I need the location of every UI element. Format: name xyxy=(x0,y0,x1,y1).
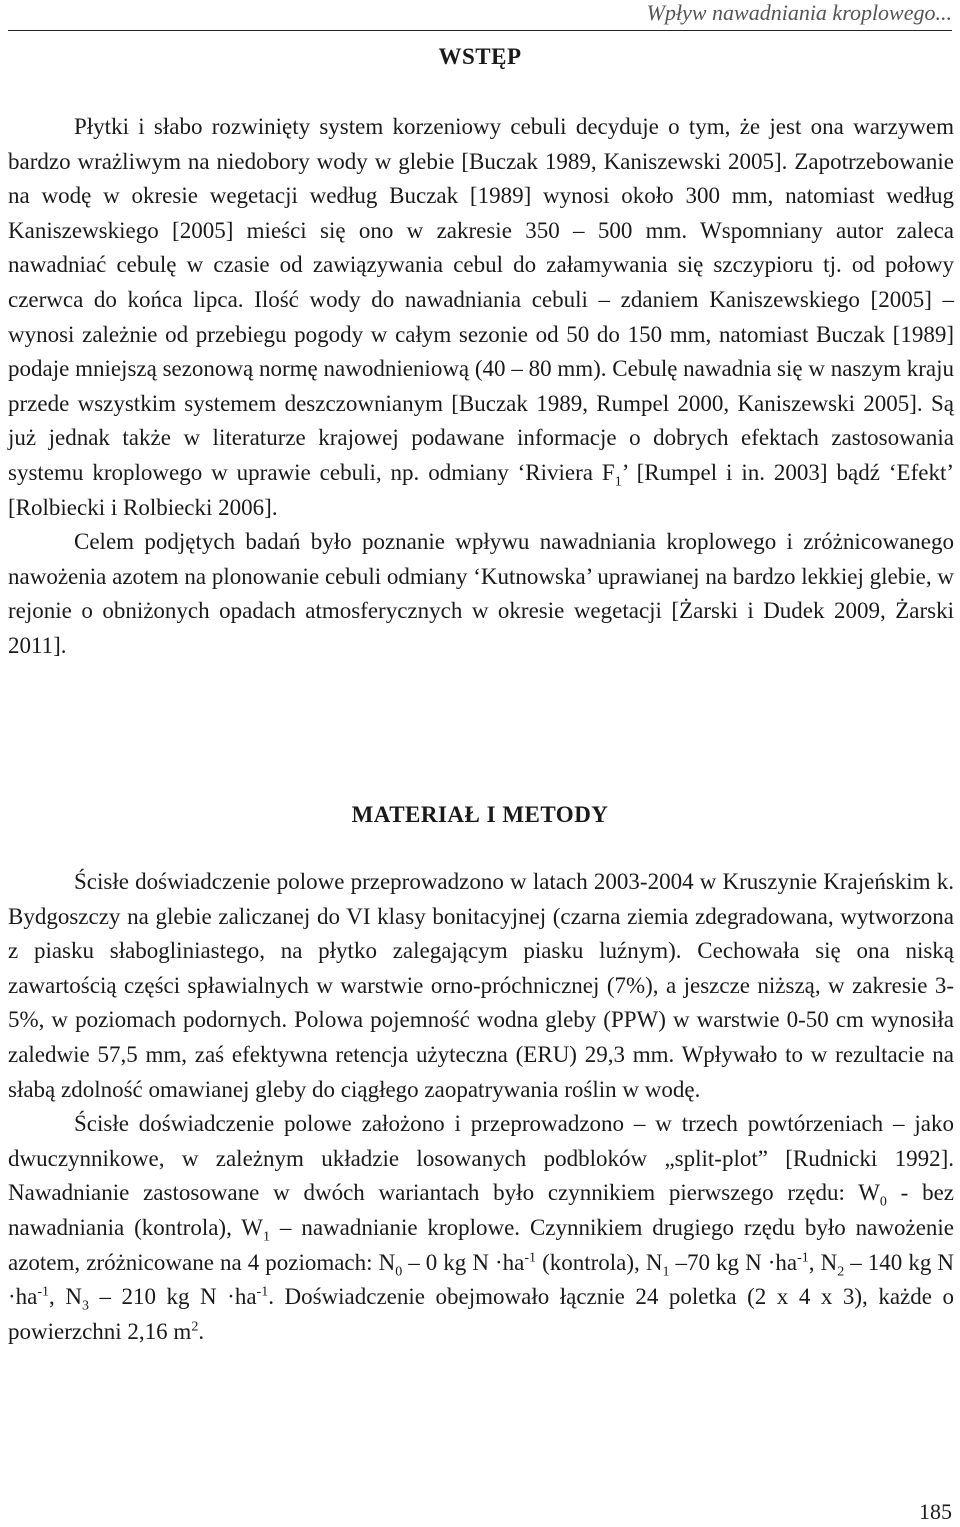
paragraph-text: , N xyxy=(49,1284,82,1310)
subscript: 1 xyxy=(662,1264,670,1280)
paragraph xyxy=(8,1107,954,1349)
superscript: -1 xyxy=(797,1249,809,1265)
paragraph-text: ’ [Rumpel i in. 2003] bądź ‘Efekt’ [Rolbiecki i Rolbiecki 2006]. xyxy=(8,459,954,520)
subscript: 2 xyxy=(837,1264,845,1280)
paragraph-text: . xyxy=(198,1318,205,1344)
subscript: 3 xyxy=(81,1298,89,1314)
paragraph-text: . Doświadczenie obejmowało łącznie 24 poletka (2 x 4 x 3), każde o powierzchni 2,16 m xyxy=(8,1284,954,1344)
paragraph-text: – 210 kg N ·ha xyxy=(88,1284,257,1310)
subscript: 1 xyxy=(614,474,622,490)
superscript: 2 xyxy=(191,1319,199,1335)
page-number: 185 xyxy=(919,1499,952,1524)
paragraph-text: – 0 kg N ·ha xyxy=(402,1249,525,1275)
paragraph-text: – nawadnianie kroplowe. Czynnikiem drugiego rzędu było nawożenie azotem, zróżnicowane na 4 poziomach: N xyxy=(8,1214,955,1275)
section-body-material xyxy=(8,865,954,1349)
superscript: -1 xyxy=(256,1284,269,1300)
section-heading-wstep: WSTĘP xyxy=(438,44,522,69)
running-head xyxy=(8,0,952,31)
subscript: 0 xyxy=(879,1194,887,1210)
running-head-text: Wpływ nawadniania kroplowego... xyxy=(646,0,952,25)
subscript: 1 xyxy=(263,1229,271,1245)
paragraph-text: (kontrola), N xyxy=(536,1249,663,1275)
superscript: -1 xyxy=(524,1249,537,1265)
paragraph-text: , N xyxy=(808,1249,838,1275)
paragraph-text: Ścisłe doświadczenie polowe założono i przeprowadzono – w trzech powtórzeniach – jako dwuczynnikowe, w zależnym układzie losowanych podbloków „split-plot” [Rudnicki 1992]. Nawadnianie zastosowane w dwóch wariantach było czynnikiem pierwszego rzędu: W xyxy=(8,1111,954,1206)
paragraph-text: – 140 kg N ·ha xyxy=(8,1249,954,1310)
paragraph-text: –70 kg N ·ha xyxy=(669,1249,798,1275)
superscript: -1 xyxy=(37,1284,50,1300)
paragraph xyxy=(8,110,954,525)
paragraph: Ścisłe doświadczenie polowe przeprowadzono w latach 2003-2004 w Kruszynie Krajeńskim k. Bydgoszczy na glebie zaliczanej do VI klasy bonitacyjnej (czarna ziemia zdegradowana, wytworzona z piasku słabogliniastego, na płytko zalegającym piasku luźnym). Cechowała się ona niską zawartością części spławialnych w warstwie orno-próchnicznej (7%), a jeszcze niższą, w zakresie 3-5%, w poziomach podornych. Polowa pojemność wodna gleby (PPW) w warstwie 0-50 cm wynosiła zaledwie 57,5 mm, zaś efektywna retencja użyteczna (ERU) 29,3 mm. Wpływało to w rezultacie na słabą zdolność omawianej gleby do ciągłego zaopatrywania roślin w wodę. xyxy=(8,869,954,1102)
paragraph-text: - bez nawadniania (kontrola), W xyxy=(8,1180,955,1240)
section-body-wstep xyxy=(8,110,954,664)
paragraph-text: Płytki i słabo rozwinięty system korzeniowy cebuli decyduje o tym, że jest ona warzywem bardzo wrażliwym na niedobory wody w glebie [Buczak 1989, Kaniszewski 2005]. Zapotrzebowanie na wodę w okresie wegetacji według Buczak [1989] wynosi około 300 mm, natomiast według Kaniszewskiego [2005] mieści się ono w zakresie 350 – 500 mm. Wspomniany autor zaleca nawadniać cebulę w czasie od zawiązywania cebul do załamywania się szczypioru tj. od połowy czerwca do końca lipca. Ilość wody do nawadniania cebuli – zdaniem Kaniszewskiego [2005] – wynosi zależnie od przebiegu pogody w całym sezonie od 50 do 150 mm, natomiast Buczak [1989] podaje mniejszą sezonową normę nawodnieniową (40 – 80 mm). Cebulę nawadnia się w naszym kraju przede wszystkim systemem deszczownianym [Buczak 1989, Rumpel 2000, Kaniszewski 2005]. Są już jednak także w literaturze krajowej podawane informacje o dobrych efektach zastosowania systemu kroplowego w uprawie cebuli, np. odmiany ‘Riviera F xyxy=(8,114,954,485)
section-heading-material: MATERIAŁ I METODY xyxy=(351,802,609,827)
subscript: 0 xyxy=(395,1264,403,1280)
paragraph: Celem podjętych badań było poznanie wpływu nawadniania kroplowego i zróżnicowanego nawożenia azotem na plonowanie cebuli odmiany ‘Kutnowska’ uprawianej na bardzo lekkiej glebie, w rejonie o obniżonych opadach atmosferycznych w okresie wegetacji [Żarski i Dudek 2009, Żarski 2011]. xyxy=(8,529,954,658)
